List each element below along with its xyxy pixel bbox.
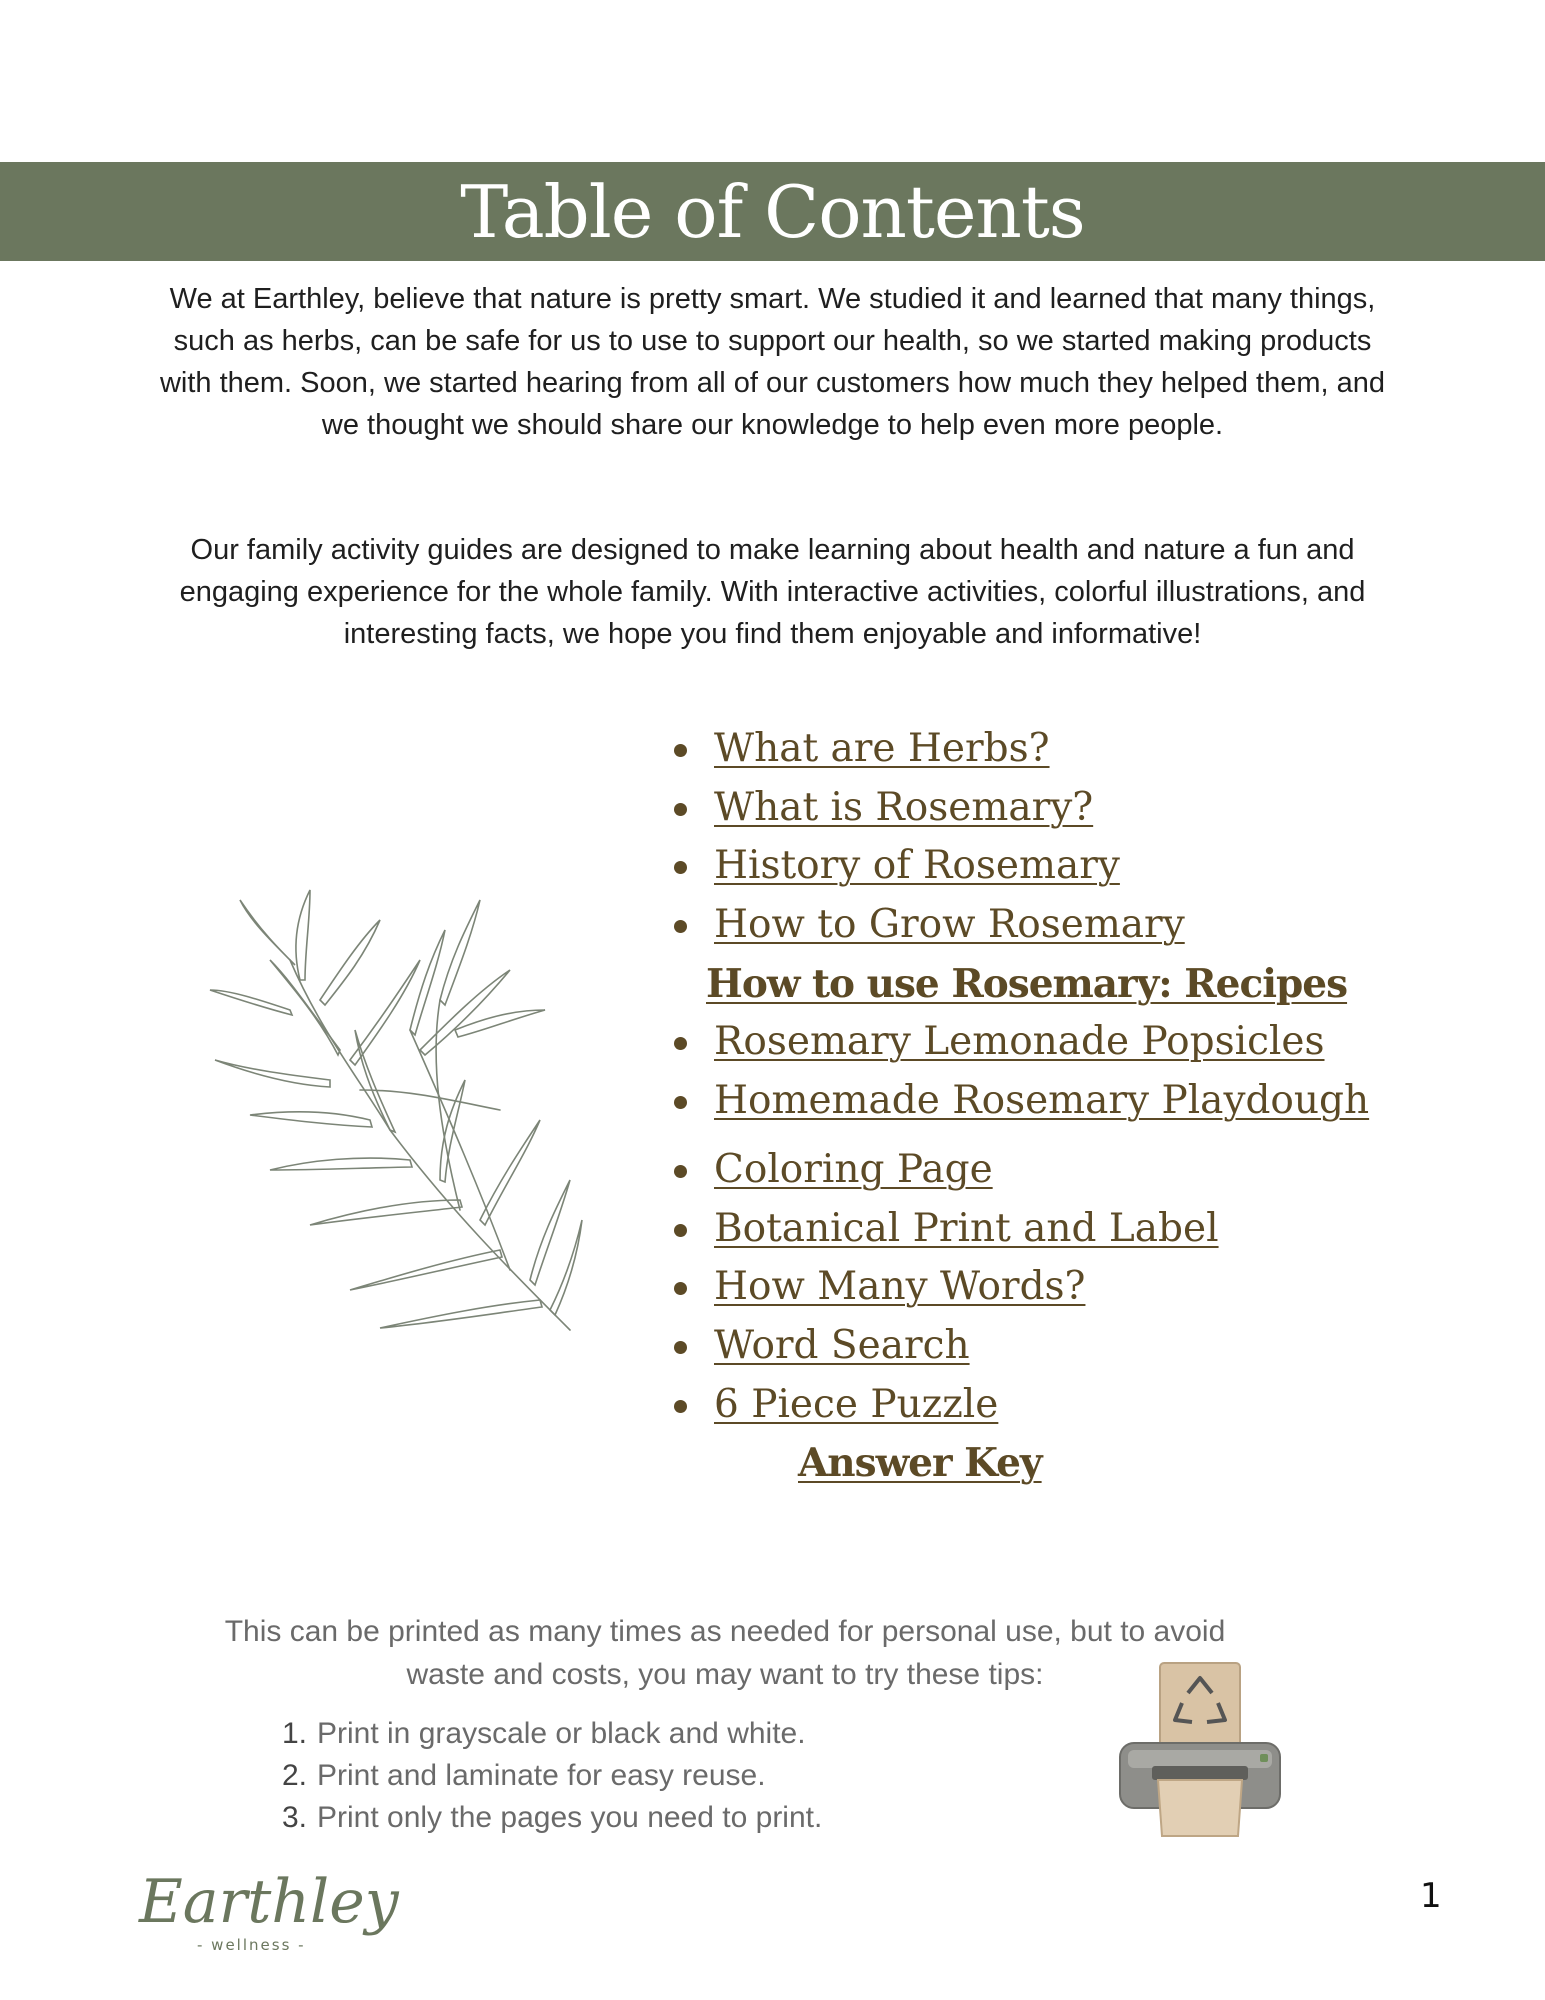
page-number: 1 — [1420, 1876, 1442, 1916]
page-title: Table of Contents — [460, 169, 1085, 254]
intro-paragraph-1: We at Earthley, believe that nature is pretty smart. We studied it and learned that many things, such as herbs, can be safe for us to use to support our health, so we started making products with them. Soon, we started hearing from all of our customers how much they helped them, and we thought we should share our knowledge to help even more people. — [159, 283, 1386, 441]
bullet-icon — [674, 1400, 687, 1413]
toc-link-how-to-grow-rosemary[interactable]: How to Grow Rosemary — [672, 896, 1432, 955]
toc-link-word-search[interactable]: Word Search — [672, 1317, 1432, 1376]
print-note: This can be printed as many times as needed for personal use, but to avoid waste and costs, you may want to try these tips: — [224, 1615, 1226, 1691]
toc-link-lemonade-popsicles[interactable]: Rosemary Lemonade Popsicles — [672, 1013, 1432, 1072]
earthley-logo — [135, 1862, 399, 1962]
bullet-icon — [674, 1096, 687, 1109]
toc-link-history-of-rosemary[interactable]: History of Rosemary — [672, 837, 1432, 896]
toc-link-what-are-herbs[interactable]: What are Herbs? — [672, 720, 1432, 779]
bullet-icon — [674, 744, 687, 757]
bullet-icon — [674, 1165, 687, 1178]
list-item: 3. Print only the pages you need to print. — [281, 1801, 823, 1834]
bullet-icon — [674, 920, 687, 933]
bullet-icon — [674, 1341, 687, 1354]
printer-recycle-icon — [1110, 1658, 1290, 1843]
intro-paragraph-2: Our family activity guides are designed to make learning about health and nature a fun and engaging experience for the whole family. With interactive activities, colorful illustrations, and interesting facts, we hope you find them enjoyable and informative! — [179, 534, 1366, 650]
list-item: 2. Print and laminate for easy reuse. — [281, 1759, 766, 1792]
rosemary-sprig-illustration — [210, 880, 590, 1340]
bullet-icon — [674, 803, 687, 816]
bullet-icon — [674, 1037, 687, 1050]
toc-heading-answer-key[interactable]: Answer Key — [798, 1440, 1042, 1487]
bullet-icon — [674, 1224, 687, 1237]
table-of-contents — [672, 720, 1432, 1493]
toc-link-how-many-words[interactable]: How Many Words? — [672, 1258, 1432, 1317]
toc-link-coloring-page[interactable]: Coloring Page — [672, 1141, 1432, 1200]
bullet-icon — [674, 861, 687, 874]
list-item: 1. Print in grayscale or black and white. — [281, 1717, 806, 1750]
print-tips-list — [255, 1713, 822, 1839]
toc-link-rosemary-playdough[interactable]: Homemade Rosemary Playdough — [672, 1072, 1432, 1131]
title-banner — [0, 162, 1545, 261]
svg-text:Earthley: Earthley — [139, 1867, 399, 1937]
toc-link-botanical-print[interactable]: Botanical Print and Label — [672, 1200, 1432, 1259]
toc-heading-recipes[interactable]: How to use Rosemary: Recipes — [706, 960, 1348, 1007]
bullet-icon — [674, 1282, 687, 1295]
toc-link-6-piece-puzzle[interactable]: 6 Piece Puzzle — [672, 1376, 1432, 1435]
toc-link-what-is-rosemary[interactable]: What is Rosemary? — [672, 779, 1432, 838]
svg-text:- wellness -: - wellness - — [197, 1936, 306, 1954]
